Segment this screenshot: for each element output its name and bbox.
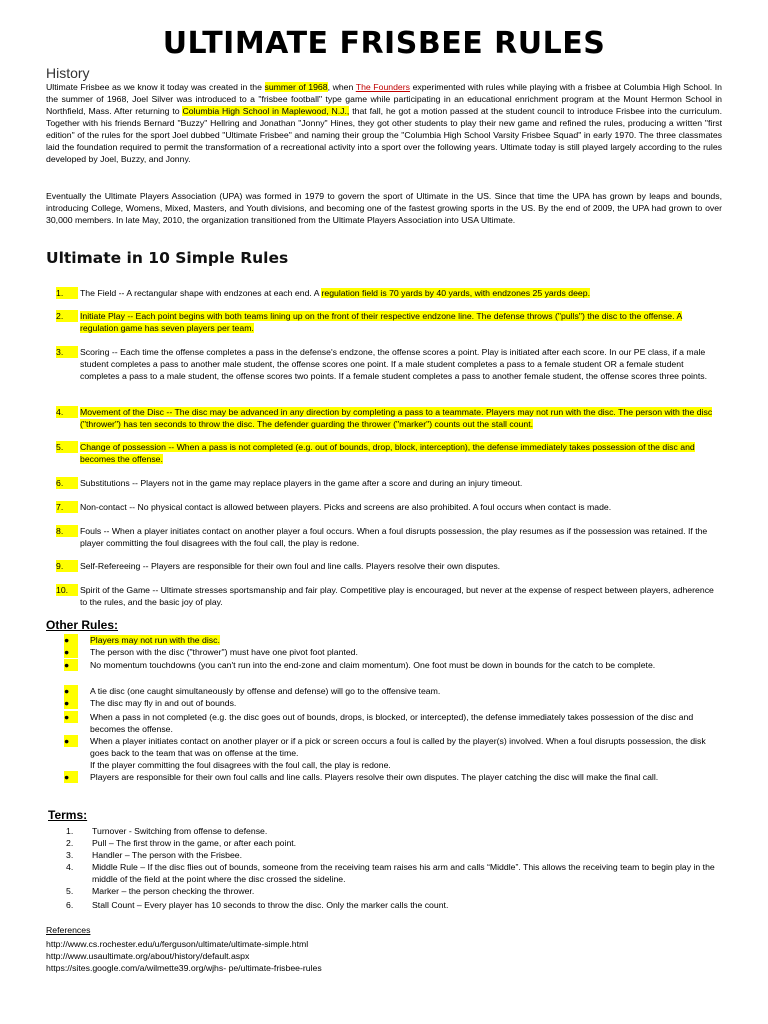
term-number: 2.: [66, 838, 74, 848]
history-text: Ultimate Frisbee as we know it today was created in the: [46, 82, 265, 92]
term-text: Stall Count – Every player has 10 seconds to throw the disc. Only the marker calls the count.: [92, 900, 449, 910]
bullet-icon: ●: [64, 685, 78, 697]
history-text: , when: [327, 82, 356, 92]
other-rules-heading: Other Rules:: [46, 618, 119, 632]
other-rule-item: [64, 697, 722, 709]
simple-rule-item: [56, 310, 722, 334]
simple-rule-item: [56, 477, 722, 489]
history-heading: History: [46, 65, 90, 81]
rule-text: Non-contact -- No physical contact is allowed between players. Picks and screens are also prohibited. A foul occurs when contact is made.: [80, 502, 612, 512]
term-item: [66, 899, 722, 911]
reference-link[interactable]: https://sites.google.com/a/wilmette39.org/wjhs- pe/ultimate-frisbee-rules: [46, 963, 322, 973]
rule-text: The Field -- A rectangular shape with endzones at each end. A: [80, 288, 322, 298]
rule-number: 10.: [56, 584, 78, 596]
term-item: [66, 825, 722, 837]
other-rule-item: [64, 659, 722, 671]
rule-text: Substitutions -- Players not in the game may replace players in the game after a score and during an injury timeout.: [80, 478, 523, 488]
rule-text: Fouls -- When a player initiates contact on another player a foul occurs. When a foul disrupts possession, the play resumes as if the possession was retained. If the player committing the foul disagrees with the foul call, the play is redone.: [80, 526, 708, 548]
term-text: Middle Rule – If the disc flies out of bounds, someone from the receiving team raises his arm and calls “Middle”. This allows the receiving team to begin play in the middle of the field at the point where the disc crossed the sideline.: [92, 862, 715, 884]
rule-number: 9.: [56, 560, 78, 572]
history-text: that fall, he got a motion passed at the student council to introduce Frisbee into the curriculum. Together with his friends Bernard "Buzzy" Hellring and Jonathan "Jonny" Hines, they got other students to play their new game and refined the rules, producing a written "first edition" of the rules for the sport Joel dubbed "Ultimate Frisbee" and naming their group the "Columbia High School Varsity Frisbee Squad" in early 1970. The three classmates laid the foundation required to permit the transformation of a recreational activity into a sport over the following years. Ultimate today is still played largely according to the rules developed by Joel, Buzzy, and Jonny.: [46, 106, 722, 164]
rule-text: Scoring -- Each time the offense completes a pass in the defense's endzone, the offense scores a point. Play is initiated after each score. In our PE class, if a male student completes a pass to another male student, the offense scores one point. If a male student completes a pass to a female student OR a female student completes a pass to a male student, the offense scores two points. If a female student completes a pass to another female student, the offense scores three points.: [80, 347, 707, 381]
terms-heading: Terms:: [48, 808, 88, 822]
term-number: 6.: [66, 900, 74, 910]
rule-text: Self-Refereeing -- Players are responsible for their own foul and line calls. Players resolve their own disputes.: [80, 561, 501, 571]
term-text: Turnover - Switching from offense to defense.: [92, 826, 268, 836]
history-paragraph-2: Eventually the Ultimate Players Association (UPA) was formed in 1979 to govern the sport of Ultimate in the US. Since that time the UPA has grown by leaps and bounds, introducing College, Womens, Mixed, Masters, and Youth divisions, and becoming one of the fastest growing sports in the US. By the end of 2009, the UPA had grown to over 30,000 members. In late May, 2010, the organization transitioned from the Ultimate Players Association into USA Ultimate.: [46, 191, 722, 225]
rule-text: Change of possession --: [80, 442, 177, 452]
other-rule-text: The person with the disc ("thrower") must have one pivot foot planted.: [90, 647, 358, 657]
rule-text: Initiate Play --: [80, 311, 136, 321]
bullet-icon: ●: [64, 735, 78, 747]
other-rule-text: The disc may fly in and out of bounds.: [90, 698, 237, 708]
other-rule-text: When a pass in not completed (e.g. the disc goes out of bounds, drops, is blocked, or intercepted), the defense immediately takes possession of the disc and becomes the offense.: [90, 712, 694, 734]
term-number: 3.: [66, 850, 74, 860]
other-rule-item: [64, 771, 722, 783]
bullet-icon: ●: [64, 659, 78, 671]
other-rule-item: [64, 646, 722, 658]
term-number: 1.: [66, 826, 74, 836]
rule-highlight: The disc may be advanced in any direction by completing a pass to a teammate. Players may not run with the disc. The person with the disc ("thrower") has ten seconds to throw the disc. The defender guarding the thrower ("marker") counts out the stall count.: [80, 407, 713, 429]
history-highlight-school: Columbia High School in Maplewood, N.J.,: [182, 106, 350, 116]
other-rule-item: [64, 711, 722, 735]
term-item: [66, 837, 722, 849]
bullet-icon: ●: [64, 646, 78, 658]
bullet-icon: ●: [64, 634, 78, 646]
simple-rule-item: [56, 346, 722, 382]
rule-number: 6.: [56, 477, 78, 489]
rule-number: 5.: [56, 441, 78, 453]
term-number: 5.: [66, 886, 74, 896]
other-rule-text: A tie disc (one caught simultaneously by offense and defense) will go to the offensive team.: [90, 686, 441, 696]
rule-highlight: When a pass is not completed (e.g. out of bounds, drop, block, interception), the defense immediately takes possession of the disc and becomes the offense.: [80, 442, 695, 464]
rule-number: 2.: [56, 310, 78, 322]
other-rule-text: Players are responsible for their own foul calls and line calls. Players resolve their own disputes. The player catching the disc will make the final call.: [90, 772, 659, 782]
bullet-icon: ●: [64, 697, 78, 709]
history-highlight-date: summer of 1968: [264, 82, 328, 92]
other-rule-item: [64, 685, 722, 697]
references-heading: References: [46, 925, 91, 935]
other-rule-text: No momentum touchdowns (you can't run into the end-zone and claim momentum). One foot must be down in bounds for the catch to be complete.: [90, 660, 656, 670]
page-title: ULTIMATE FRISBEE RULES: [162, 26, 606, 61]
founders-link[interactable]: The Founders: [355, 82, 411, 92]
reference-link[interactable]: http://www.usaultimate.org/about/history/default.aspx: [46, 951, 250, 961]
rule-number: 4.: [56, 406, 78, 418]
other-rule-highlight: Players may not run with the disc.: [90, 635, 220, 645]
simple-rule-item: [56, 501, 722, 513]
rule-number: 3.: [56, 346, 78, 358]
rule-text: Movement of the Disc --: [80, 407, 175, 417]
term-item: [66, 849, 722, 861]
history-paragraph-1: [46, 81, 722, 165]
bullet-icon: ●: [64, 711, 78, 723]
rule-highlight: regulation field is 70 yards by 40 yards, with endzones 25 yards deep.: [321, 288, 590, 298]
rule-number: 7.: [56, 501, 78, 513]
term-item: [66, 861, 722, 885]
bullet-icon: ●: [64, 771, 78, 783]
term-item: [66, 885, 722, 897]
rule-text: Spirit of the Game -- Ultimate stresses sportsmanship and fair play. Competitive play is encouraged, but never at the expense of respect between players, adherence to the rules, and the basic joy of play.: [80, 585, 714, 607]
rule-number: 8.: [56, 525, 78, 537]
term-text: Marker – the person checking the thrower.: [92, 886, 255, 896]
term-number: 4.: [66, 862, 74, 872]
simple-rule-item: [56, 560, 722, 572]
simple-rule-item: [56, 287, 722, 299]
simple-rule-item: [56, 584, 722, 608]
term-text: Pull – The first throw in the game, or after each point.: [92, 838, 297, 848]
other-rule-text: When a player initiates contact on another player or if a pick or screen occurs a foul is called by the player(s) involved. When a foul disrupts possession, the disk goes back to the team that was on offense at the time.: [90, 736, 706, 758]
rule-highlight: Each point begins with both teams lining up on the front of their respective endzone line. The defense throws ("pulls") the disc to the offense. A regulation game has seven players per team.: [80, 311, 683, 333]
term-text: Handler – The person with the Frisbee.: [92, 850, 243, 860]
rule-number: 1.: [56, 287, 78, 299]
simple-rules-heading: Ultimate in 10 Simple Rules: [46, 249, 289, 267]
other-rule-item: [64, 735, 722, 771]
simple-rule-item: [56, 406, 722, 430]
simple-rule-item: [56, 525, 722, 549]
other-rule-text: If the player committing the foul disagrees with the foul call, the play is redone.: [90, 760, 391, 770]
reference-link[interactable]: http://www.cs.rochester.edu/u/ferguson/ultimate/ultimate-simple.html: [46, 939, 309, 949]
history-text: experimented with rules while playing with a frisbee at Columbia High School. In the summer of 1968, Joel Silver was introduced to a "frisbee football" type game while participating in an educational enrichment program at the Mount Hermon School in Northfield, Mass. After returning to: [46, 82, 723, 116]
other-rule-item: [64, 634, 722, 646]
simple-rule-item: [56, 441, 722, 465]
